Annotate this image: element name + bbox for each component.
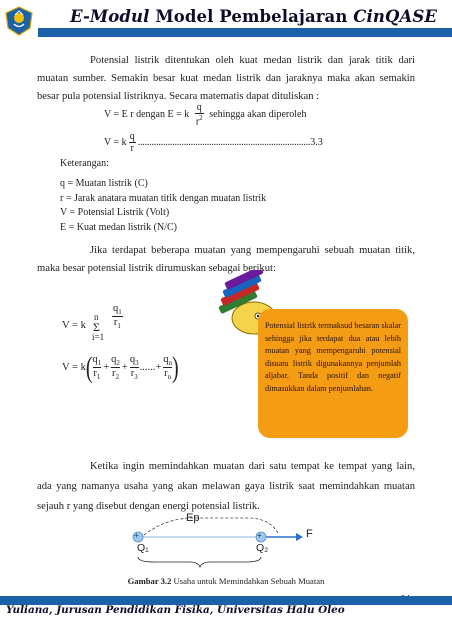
expanded-formula-lhs: V = k bbox=[62, 362, 86, 374]
equation-leader-dots: ........................................................................... bbox=[137, 136, 311, 148]
expanded-formula bbox=[62, 351, 179, 385]
fraction-denominator: r bbox=[113, 317, 118, 329]
plus-sign: + bbox=[155, 362, 162, 374]
sigma-symbol: Σ bbox=[93, 320, 100, 334]
keterangan-item: r = Jarak anatara muatan titik dengan muatan listrik bbox=[60, 192, 267, 204]
fraction-numerator: q bbox=[163, 354, 169, 365]
ellipsis: ...... bbox=[139, 362, 156, 374]
figure-moving-charge bbox=[120, 513, 320, 573]
charge-q1-label: Q₁ bbox=[137, 542, 149, 554]
equation-1 bbox=[104, 102, 306, 127]
header-title-part: Model Pembelajaran bbox=[149, 7, 354, 26]
subscript: 2 bbox=[116, 359, 120, 368]
fraction-numerator: q bbox=[111, 354, 117, 365]
keterangan-item: E = Kuat medan listrik (N/C) bbox=[60, 222, 178, 234]
keterangan-list bbox=[60, 177, 266, 236]
subscript: 3 bbox=[134, 373, 138, 382]
fraction-term bbox=[130, 354, 139, 381]
charge-q1-sign: + bbox=[134, 531, 139, 540]
distance-brace bbox=[138, 557, 261, 567]
paragraph-potential-intro: Potensial listrik ditentukan oleh kuat medan listrik dan jarak titik dari muatan sumber. Semakin besar kuat medan listrik dan jaraknya maka akan semakin besar pula potensial listriknya. Secara matematis dapat dituliskan : bbox=[37, 55, 415, 102]
page-header bbox=[0, 0, 452, 44]
plus-sign: + bbox=[103, 362, 110, 374]
fraction-numerator: q bbox=[196, 102, 202, 113]
fraction-denominator: r bbox=[130, 368, 135, 380]
tut-wuri-handayani-logo-icon bbox=[4, 6, 34, 36]
fraction-denominator: r bbox=[164, 368, 168, 380]
right-paren: ) bbox=[172, 351, 179, 385]
fraction-q-over-r2 bbox=[195, 102, 204, 127]
equation-2-lhs: V = k bbox=[104, 136, 127, 148]
fraction-q1-over-r1 bbox=[112, 303, 123, 330]
paragraph-potential-energy: Ketika ingin memindahkan muatan dari satu tempat ke tempat yang lain, ada yang namanya usaha yang akan melawan gaya listrik saat memindahkan muatan sejauh r yang disebut dengan energi potensial listrik. bbox=[37, 461, 415, 512]
fraction-numerator: q bbox=[113, 303, 119, 314]
fraction-term bbox=[111, 354, 120, 381]
sum-formula-lhs: V = k bbox=[62, 320, 86, 331]
footer-author: Yuliana, Jurusan Pendidikan Fisika, Universitas Halu Oleo bbox=[6, 604, 345, 616]
caption-text: Usaha untuk Memindahkan Sebuah Muatan bbox=[171, 576, 325, 586]
fraction-denominator: r bbox=[112, 368, 116, 380]
fraction-term bbox=[93, 354, 102, 381]
charge-q2-sign: + bbox=[257, 531, 262, 540]
header-bar bbox=[38, 28, 452, 37]
subscript: 1 bbox=[97, 359, 102, 368]
header-title-part: E-Modul bbox=[70, 7, 150, 26]
keterangan-item: V = Potensial Listrik (Volt) bbox=[60, 207, 170, 219]
subscript: 1 bbox=[118, 308, 122, 317]
fraction-denominator: r bbox=[195, 116, 200, 128]
header-title-part: CinQASE bbox=[353, 7, 438, 26]
charge-q2-label: Q₂ bbox=[256, 542, 269, 554]
subscript: n bbox=[168, 359, 173, 368]
subscript: 2 bbox=[115, 373, 120, 382]
equation-number: 3.3 bbox=[310, 136, 323, 148]
left-paren: ( bbox=[85, 351, 93, 385]
fraction-denominator: r bbox=[93, 368, 97, 380]
subscript: n bbox=[167, 373, 172, 382]
note-text: Potensial listrik termaksud besaran skalar sehingga jika terdapat dua atau lebih muatan yang mempengaruhi potensial disuatu listrik digunakannya penjumlah aljabar. Tanda positif dan negatif dimasukkan dalam penjumlahan. bbox=[265, 321, 401, 393]
force-arrowhead bbox=[296, 533, 303, 541]
subscript: 1 bbox=[96, 373, 101, 382]
header-title bbox=[70, 7, 450, 26]
sum-lower-limit: i=1 bbox=[92, 332, 105, 342]
fraction-q-over-r bbox=[129, 131, 136, 154]
sum-upper-limit: n bbox=[94, 312, 99, 322]
fraction-denominator: r bbox=[130, 143, 134, 154]
fraction-term bbox=[163, 354, 172, 381]
caption-label: Gambar 3.2 bbox=[127, 576, 172, 586]
fraction-numerator: q bbox=[92, 354, 98, 365]
equation-1-lhs: V = E r dengan E = k bbox=[104, 108, 190, 120]
figure-caption bbox=[0, 576, 452, 586]
equation-3-3 bbox=[104, 131, 414, 154]
plus-sign: + bbox=[121, 362, 128, 374]
fraction-numerator: q bbox=[129, 131, 135, 142]
exponent: 2 bbox=[199, 114, 203, 122]
ep-label: Ep bbox=[186, 512, 200, 524]
force-label: F bbox=[306, 528, 313, 540]
keterangan-item: q = Muatan listrik (C) bbox=[60, 177, 148, 189]
keterangan-block bbox=[60, 157, 266, 236]
fraction-numerator: q bbox=[129, 354, 136, 365]
keterangan-title: Keterangan: bbox=[60, 158, 109, 169]
subscript: 1 bbox=[117, 322, 121, 331]
equation-1-rhs: sehingga akan diperoleh bbox=[209, 108, 307, 120]
paragraph-multiple-charges: Jika terdapat beberapa muatan yang mempengaruhi sebuah muatan titik, maka besar potensial listrik dirumuskan sebagai berikut: bbox=[37, 245, 415, 274]
subscript: 3 bbox=[135, 359, 139, 368]
